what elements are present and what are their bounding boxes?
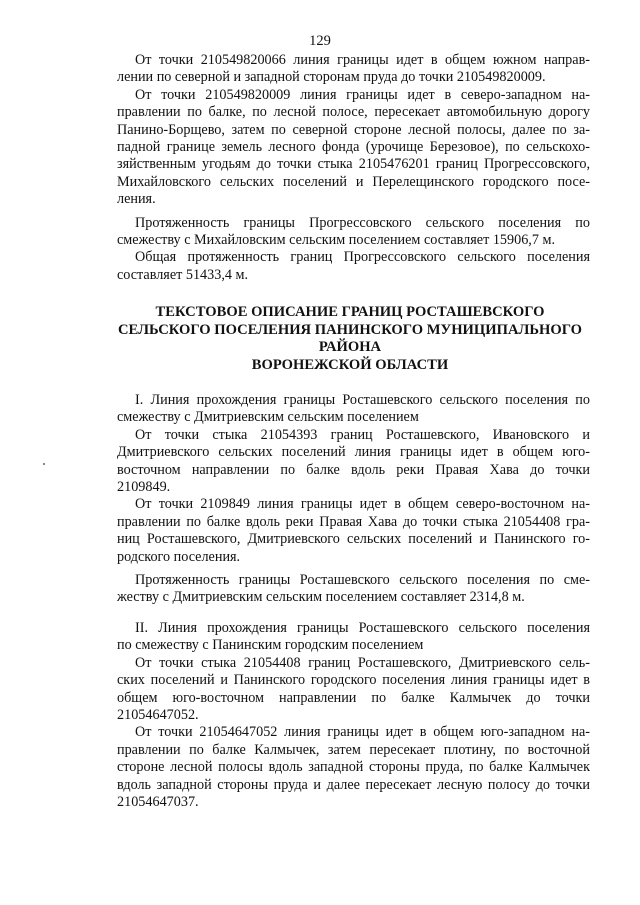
text-line: 21054647037. — [117, 794, 199, 811]
text-line: Дмитриевского сельских поселений линия границы идет в общем юго- — [117, 444, 590, 461]
text-line: Михайловского сельских поселений и Перелещинского городского посе- — [117, 173, 590, 190]
text-line: I. Линия прохождения границы Росташевского сельского поселения по — [135, 392, 590, 408]
text-line: правлении по балке Калмычек, затем пересекает плотину, по восточной — [117, 741, 590, 758]
text-line: От точки 210549820009 линия границы идет в северо-западном на- — [135, 86, 590, 103]
heading-line-3: РАЙОНА — [318, 339, 382, 356]
text-line: правлении по балке вдоль реки Правая Хава до точки стыка 21054408 гра- — [117, 513, 590, 530]
text-block-section-2 — [117, 620, 590, 811]
text-line: правлении по балке, по лесной полосе, пересекает автомобильную дорогу — [117, 104, 590, 121]
section-heading — [100, 304, 600, 374]
text-line: II. Линия прохождения границы Росташевского сельского поселения — [135, 620, 590, 636]
text-line: стороне лесной полосы вдоль западной стороны пруда, по балке Калмычек — [117, 759, 590, 776]
text-line: Протяженность границы Прогрессовского сельского поселения по — [135, 214, 590, 231]
text-line: смежеству с Михайловским сельским поселением составляет 15906,7 м. — [117, 232, 556, 249]
text-line: Общая протяженность границ Прогрессовского сельского поселения — [135, 249, 590, 266]
text-block-progress-boundary — [117, 52, 590, 284]
text-line: ниц Росташевского, Дмитриевского сельских поселений и Панинского го- — [117, 531, 590, 548]
heading-line-1: ТЕКСТОВОЕ ОПИСАНИЕ ГРАНИЦ РОСТАШЕВСКОГО — [155, 304, 545, 320]
text-line: падной границе земель лесного фонда (урочище Березовое), по сельскохо- — [117, 139, 590, 156]
text-line: родского поселения. — [117, 548, 241, 565]
text-block-section-1 — [117, 392, 590, 607]
text-line: лении по северной и западной сторонам пруда до точки 210549820009. — [117, 69, 546, 86]
text-line: От точки стыка 21054393 границ Росташевского, Ивановского и — [135, 426, 590, 443]
heading-line-2: СЕЛЬСКОГО ПОСЕЛЕНИЯ ПАНИНСКОГО МУНИЦИПАЛЬНОГО — [118, 321, 582, 338]
text-line: зяйственным угодьям до точки стыка 2105476201 границ Прогрессовского, — [117, 156, 590, 173]
text-line: ления. — [117, 191, 156, 208]
text-line: Панино-Борщево, затем по северной стороне лесной полосы, далее по за- — [117, 121, 590, 138]
text-line: От точки стыка 21054408 границ Росташевского, Дмитриевского сель- — [135, 654, 590, 671]
text-line: восточном направлении по балке вдоль реки Правая Хава до точки — [117, 461, 590, 478]
text-line: От точки 2109849 линия границы идет в общем северо-восточном на- — [135, 496, 590, 513]
text-line: смежеству с Дмитриевским сельским поселением — [117, 409, 419, 426]
text-line: ских поселений и Панинского городского поселения линия границы идет в — [117, 672, 590, 689]
margin-mark — [43, 463, 45, 465]
page-number: 129 — [309, 33, 331, 49]
text-line: общем юго-восточном направлении по балке Калмычек до точки — [117, 689, 590, 706]
text-line: 2109849. — [117, 479, 171, 496]
heading-line-4: ВОРОНЕЖСКОЙ ОБЛАСТИ — [251, 356, 449, 373]
text-line: составляет 51433,4 м. — [117, 266, 249, 283]
text-line: От точки 21054647052 линия границы идет в общем юго-западном на- — [135, 724, 590, 741]
text-line: по смежеству с Панинским городским поселением — [117, 637, 424, 654]
text-line: От точки 210549820066 линия границы идет в общем южном направ- — [135, 52, 590, 68]
text-line: вдоль западной стороны пруда и далее пересекает лесную полосу до точки — [117, 776, 590, 793]
text-line: Протяженность границы Росташевского сельского поселения по сме- — [135, 572, 590, 589]
text-line: жеству с Дмитриевским сельским поселением составляет 2314,8 м. — [117, 589, 525, 606]
text-line: 21054647052. — [117, 707, 199, 724]
